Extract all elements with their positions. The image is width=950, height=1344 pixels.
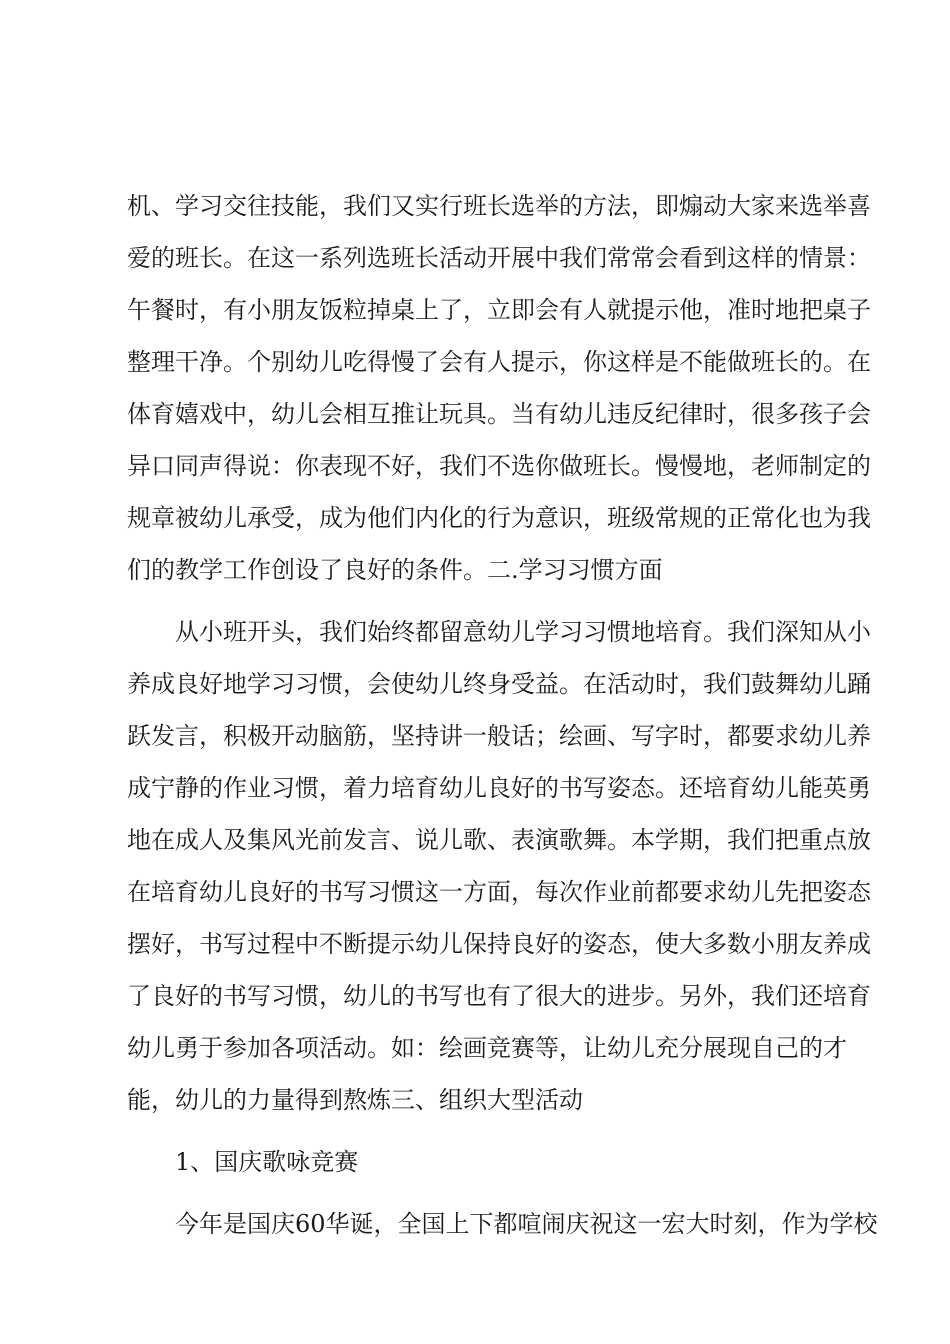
text-line: 养成良好地学习习惯，会使幼儿终身受益。在活动时，我们鼓舞幼儿踊 [127, 670, 871, 698]
text-line: 午餐时，有小朋友饭粒掉桌上了，立即会有人就提示他，准时地把桌子 [127, 296, 871, 324]
text-line: 摆好，书写过程中不断提示幼儿保持良好的姿态，使大多数小朋友养成 [127, 930, 871, 958]
text-line: 成宁静的作业习惯，着力培育幼儿良好的书写姿态。还培育幼儿能英勇 [127, 774, 871, 802]
text-line: 能，幼儿的力量得到熬炼三、组织大型活动 [127, 1086, 583, 1114]
text-line: 从小班开头，我们始终都留意幼儿学习习惯地培育。我们深知从小 [175, 618, 871, 646]
text-line: 们的教学工作创设了良好的条件。二.学习习惯方面 [127, 556, 663, 584]
text-line: 异口同声得说：你表现不好，我们不选你做班长。慢慢地，老师制定的 [127, 452, 871, 480]
text-line: 了良好的书写习惯，幼儿的书写也有了很大的进步。另外，我们还培育 [127, 982, 871, 1010]
text-line: 机、学习交往技能，我们又实行班长选举的方法，即煽动大家来选举喜 [127, 192, 871, 220]
text-line: 体育嬉戏中，幼儿会相互推让玩具。当有幼儿违反纪律时，很多孩子会 [127, 400, 871, 428]
text-line: 1、国庆歌咏竞赛 [175, 1148, 359, 1176]
text-line: 爱的班长。在这一系列选班长活动开展中我们常常会看到这样的情景： [127, 244, 871, 272]
text-line: 整理干净。个别幼儿吃得慢了会有人提示，你这样是不能做班长的。在 [127, 348, 871, 376]
text-line: 地在成人及集风光前发言、说儿歌、表演歌舞。本学期，我们把重点放 [127, 826, 871, 854]
text-line: 今年是国庆60华诞，全国上下都喧闹庆祝这一宏大时刻，作为学校 [175, 1210, 878, 1238]
text-line: 幼儿勇于参加各项活动。如：绘画竞赛等，让幼儿充分展现自己的才 [127, 1034, 847, 1062]
text-line: 在培育幼儿良好的书写习惯这一方面，每次作业前都要求幼儿先把姿态 [127, 878, 871, 906]
text-line: 规章被幼儿承受，成为他们内化的行为意识，班级常规的正常化也为我 [127, 504, 871, 532]
text-line: 跃发言，积极开动脑筋，坚持讲一般话；绘画、写字时，都要求幼儿养 [127, 722, 871, 750]
